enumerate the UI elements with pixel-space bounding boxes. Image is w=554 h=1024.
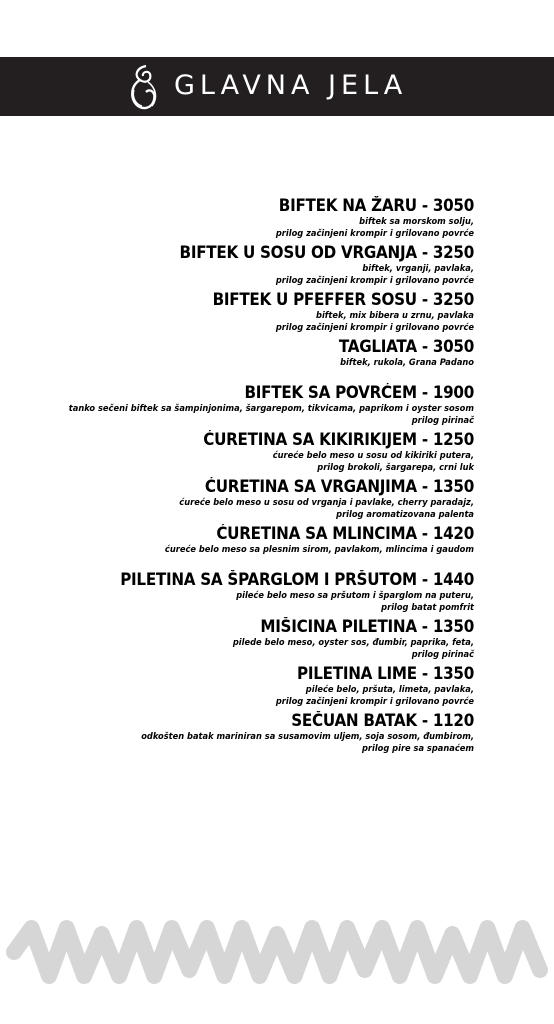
menu-item-title: PILETINA SA ŠPARGLOM I PRŠUTOM - 1440 [120,570,475,589]
menu-item [14,383,474,427]
menu-item-description: prilog pire sa spanaćem [361,744,474,754]
menu-item-title: ĆURETINA SA VRGANJIMA - 1350 [204,477,474,496]
menu-item-title: BIFTEK NA ŽARU - 3050 [278,196,474,215]
group-spacer [14,556,474,570]
menu-item-description: ćureće belo meso sa plesnim sirom, pavlakom, mlincima i gaudom [164,545,474,555]
menu-item-description: prilog aromatizovana palenta [336,510,474,520]
menu-item-description: tanko sečeni biftek sa šampinjonima, šargarepom, tikvicama, paprikom i oyster sosom [68,404,474,414]
menu-item-description: biftek sa morskom solju, [359,217,474,227]
menu-item [14,477,474,521]
menu-item-description: prilog začinjeni krompir i grilovano povrće [275,229,474,239]
menu-item-title: ĆURETINA SA KIKIRIKIJEM - 1250 [203,430,475,449]
group-spacer [14,369,474,383]
menu-item-description: prilog začinjeni krompir i grilovano povrće [275,697,474,707]
menu-item-description: ćureće belo meso u sosu od kikiriki putera, [272,451,474,461]
menu-item-title: TAGLIATA - 3050 [338,337,474,356]
menu-item [14,524,474,556]
menu-item-description: biftek, vrganji, pavlaka, [362,264,474,274]
header-bar [0,57,554,116]
menu-item-description: prilog pirinač [411,650,474,660]
menu-item-description: prilog brokoli, šargarepa, crni luk [317,463,474,473]
decorative-wave-icon [0,912,554,992]
menu-item-description: prilog začinjeni krompir i grilovano povrće [275,276,474,286]
menu-item-title: BIFTEK U PFEFFER SOSU - 3250 [212,290,474,309]
menu-item-description: biftek, rukola, Grana Padano [340,358,474,368]
menu-item [14,711,474,755]
menu-item [14,196,474,240]
menu-item-description: ćureće belo meso u sosu od vrganja i pavlake, cherry paradajz, [179,498,474,508]
menu-item-description: pileće belo, pršuta, limeta, pavlaka, [305,685,474,695]
menu-list [14,196,474,755]
menu-item-title: BIFTEK SA POVRĆEM - 1900 [244,383,474,402]
menu-group [14,570,474,755]
menu-item-title: PILETINA LIME - 1350 [297,664,474,683]
menu-item [14,243,474,287]
menu-item-title: BIFTEK U SOSU OD VRGANJA - 3250 [179,243,475,262]
menu-item-description: odkošten batak mariniran sa susamovim uljem, soja sosom, đumbirom, [141,732,474,742]
menu-item-description: pileće belo meso sa pršutom i šparglom na puteru, [236,591,474,601]
menu-item-description: prilog začinjeni krompir i grilovano povrće [275,323,474,333]
swirl-logo-icon [126,62,162,112]
menu-item-title: SEČUAN BATAK - 1120 [291,711,474,730]
menu-item [14,617,474,661]
menu-item-description: prilog pirinač [411,416,474,426]
menu-item-description: biftek, mix bibera u zrnu, pavlaka [316,311,474,321]
menu-item-title: ĆURETINA SA MLINCIMA - 1420 [216,524,475,543]
menu-item [14,337,474,369]
menu-item [14,664,474,708]
menu-item-description: piledе belo meso, oyster sos, đumbir, paprika, feta, [232,638,474,648]
menu-item [14,430,474,474]
page-title: GLAVNA JELA [174,70,408,101]
menu-group [14,196,474,369]
menu-group [14,383,474,556]
menu-item [14,570,474,614]
menu-item-title: MIŠICINA PILETINA - 1350 [260,617,474,636]
menu-item-description: prilog batat pomfrit [381,603,474,613]
menu-item [14,290,474,334]
